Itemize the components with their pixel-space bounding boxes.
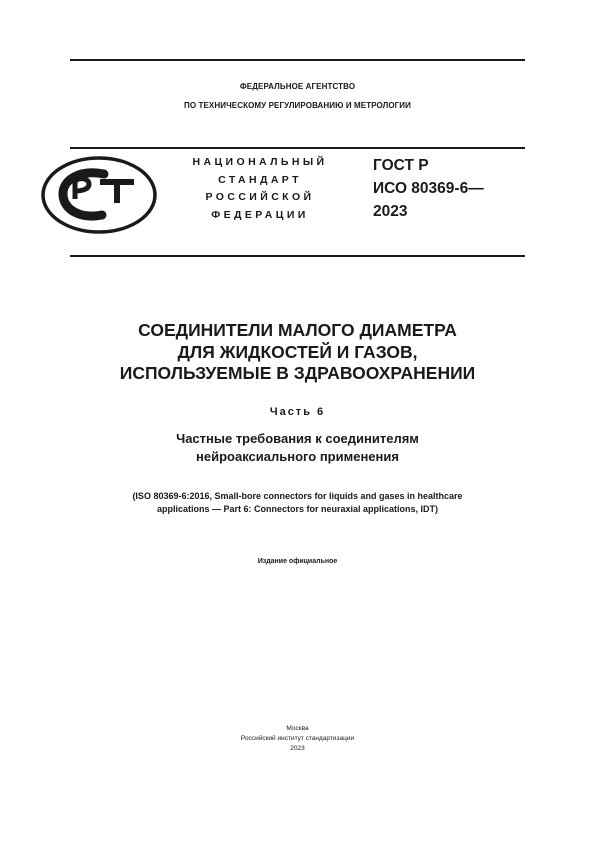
top-divider (70, 59, 525, 61)
subtitle-line: Частные требования к соединителям (176, 431, 419, 446)
standard-designation (373, 154, 484, 223)
footer-publisher: Российский институт стандартизации (240, 735, 355, 742)
edition-label: Издание официальное (257, 558, 338, 565)
subtitle-line: нейроаксиального применения (196, 449, 399, 464)
document-subtitle (40, 430, 555, 466)
designation-line: 2023 (373, 203, 408, 220)
title-line: ИСПОЛЬЗУЕМЫЕ В ЗДРАВООХРАНЕНИИ (119, 363, 476, 383)
rst-certification-logo-icon (40, 155, 158, 235)
standard-type-block (180, 154, 340, 224)
standard-type-line: СТАНДАРТ (218, 173, 302, 186)
iso-reference (40, 490, 555, 516)
middle-divider (70, 147, 525, 149)
agency-name-line1: ФЕДЕРАЛЬНОЕ АГЕНТСТВО (239, 82, 356, 91)
iso-reference-line: applications — Part 6: Connectors for neuraxial applications, IDT) (156, 504, 439, 514)
agency-name-line2: ПО ТЕХНИЧЕСКОМУ РЕГУЛИРОВАНИЮ И МЕТРОЛОГИИ (183, 101, 412, 110)
footer-city: Москва (286, 725, 309, 732)
document-title (40, 320, 555, 385)
footer-year: 2023 (290, 745, 305, 752)
title-line: СОЕДИНИТЕЛИ МАЛОГО ДИАМЕТРА (138, 320, 457, 340)
designation-line: ГОСТ Р (373, 157, 429, 174)
standard-type-line: ФЕДЕРАЦИИ (211, 208, 309, 221)
iso-reference-line: (ISO 80369-6:2016, Small-bore connectors for liquids and gases in healthcare (132, 491, 463, 501)
standard-type-line: НАЦИОНАЛЬНЫЙ (192, 156, 328, 168)
bottom-divider (70, 255, 525, 257)
standard-type-line: РОССИЙСКОЙ (205, 191, 315, 203)
imprint-footer (40, 724, 555, 754)
designation-line: ИСО 80369-6— (373, 180, 484, 197)
part-number: Часть 6 (269, 406, 326, 418)
title-line: ДЛЯ ЖИДКОСТЕЙ И ГАЗОВ, (177, 341, 418, 362)
